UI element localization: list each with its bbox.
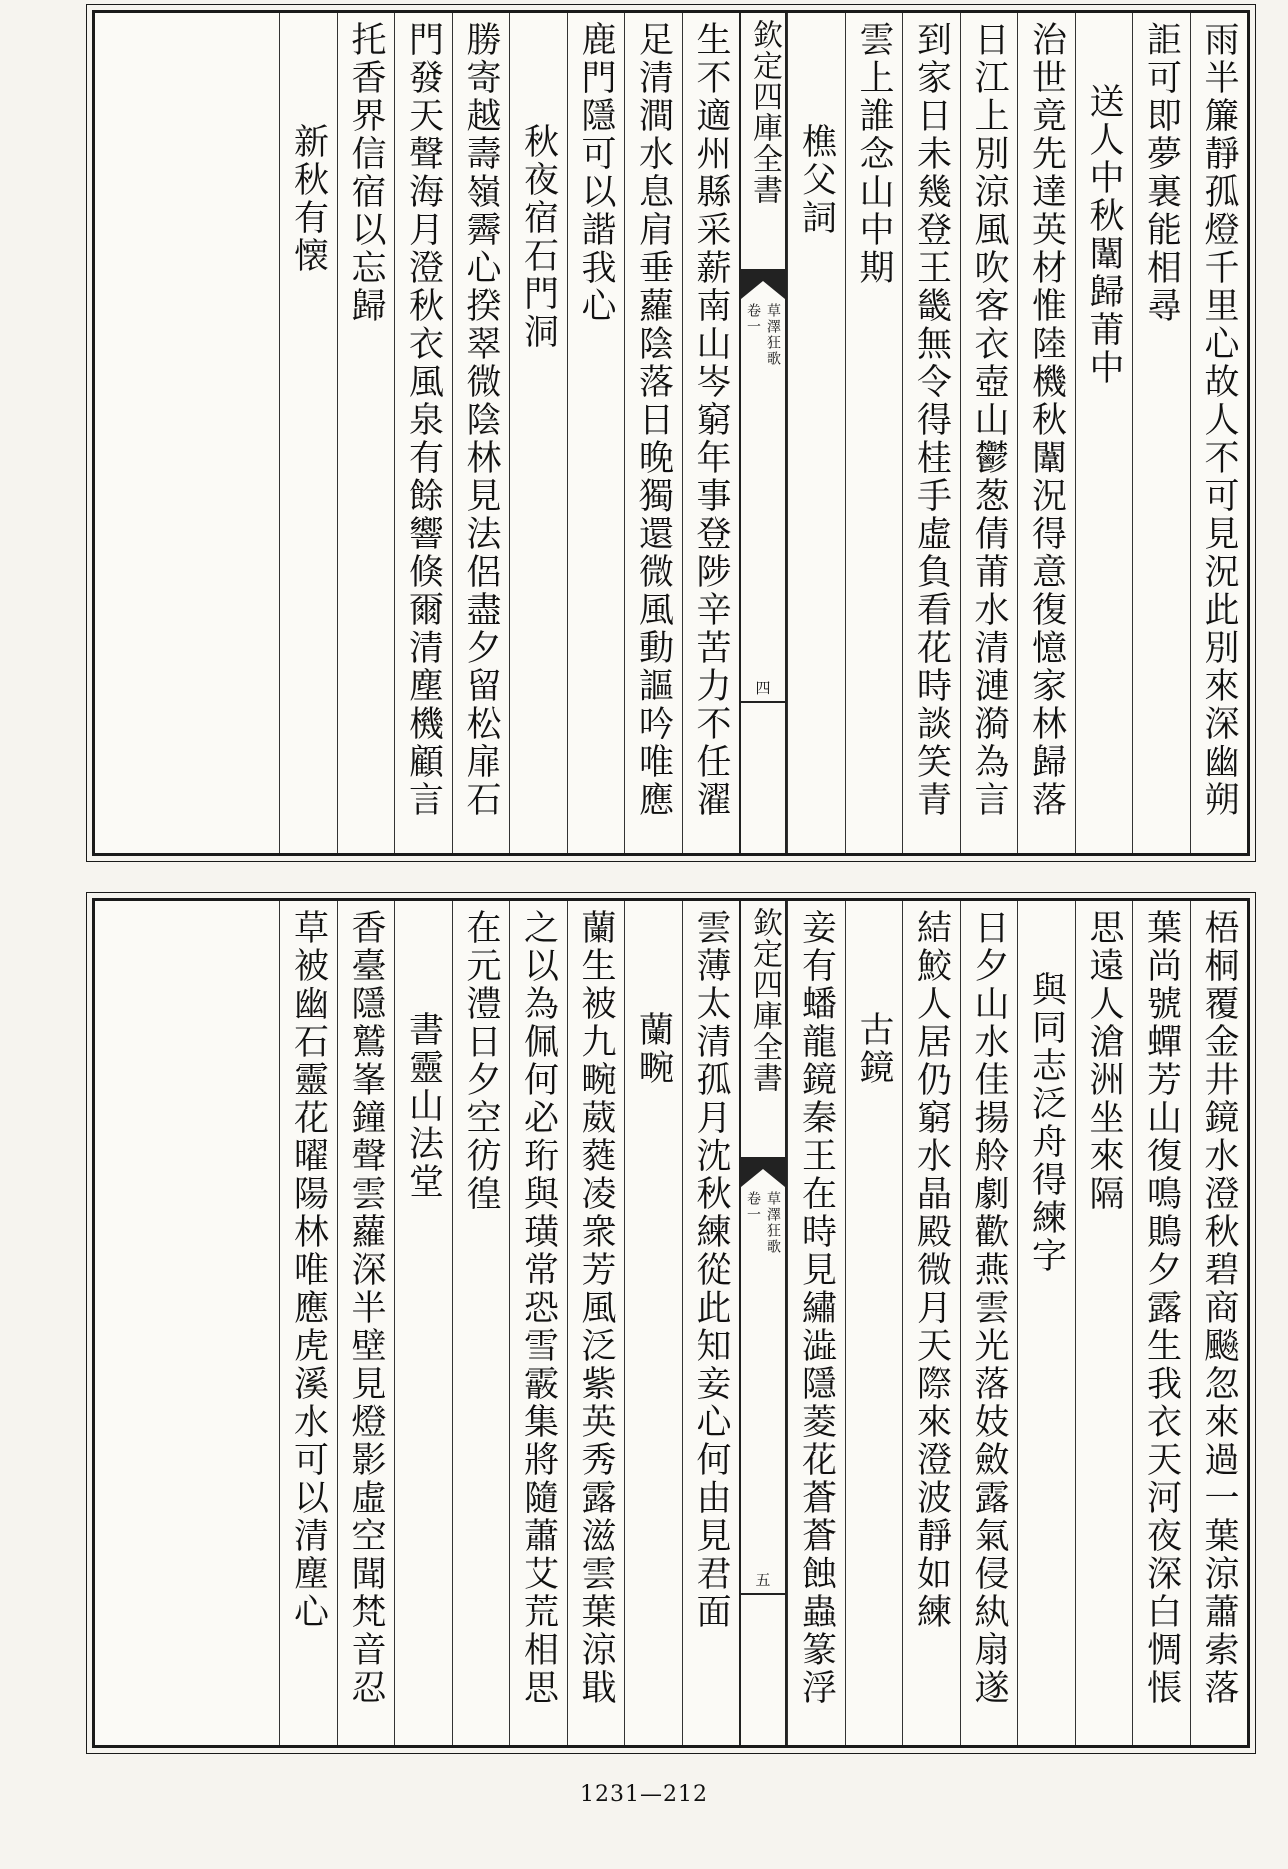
volume-label: 卷一 bbox=[745, 303, 761, 335]
text-column: 在元澧日夕空彷徨 bbox=[452, 901, 510, 1745]
poem-title: 新秋有懐 bbox=[279, 13, 337, 853]
text-column: 蘭生被九畹葳蕤凌衆芳風泛紫英秀露滋雲葉涼戢 bbox=[567, 901, 625, 1745]
text-column: 香臺隱鷲峯鐘聲雲蘿深半壁見燈影虛空聞梵音忍 bbox=[337, 901, 395, 1745]
text-column: 托香界信宿以忘歸 bbox=[337, 13, 395, 853]
upper-page-block bbox=[92, 10, 1250, 856]
fishtail-ornament bbox=[741, 269, 785, 303]
text-column: 門發天聲海月澄秋衣風泉有餘響倏爾清塵機顧言 bbox=[394, 13, 452, 853]
poem-title: 秋夜宿石門洞 bbox=[509, 13, 567, 853]
text-column: 日夕山水佳揚舲劇歡燕雲光落妓斂露氣侵紈扇遂 bbox=[960, 901, 1018, 1745]
poem-title: 蘭畹 bbox=[624, 901, 682, 1745]
upper-columns bbox=[95, 13, 1247, 853]
text-column: 日江上別涼風吹客衣壺山鬱葱倩莆水清漣漪為言 bbox=[960, 13, 1018, 853]
text-column: 治世竟先達英材惟陸機秋闈況得意復憶家林歸落 bbox=[1017, 13, 1075, 853]
poem-title: 樵父詞 bbox=[787, 13, 845, 853]
sub-title: 草澤狂歌 bbox=[765, 303, 781, 367]
gutter-subheading bbox=[744, 303, 782, 367]
text-column: 足清澗水息肩垂蘿陰落日晚獨還微風動謳吟唯應 bbox=[624, 13, 682, 853]
gutter-rule bbox=[741, 1593, 785, 1595]
text-column: 雲薄太清孤月沈秋練從此知妾心何由見君面 bbox=[682, 901, 740, 1745]
poem-title: 與同志泛舟得練字 bbox=[1017, 901, 1075, 1745]
text-column: 雨半簾靜孤燈千里心故人不可見況此別來深幽朔 bbox=[1190, 13, 1248, 853]
text-column: 思遠人滄洲坐來隔 bbox=[1075, 901, 1133, 1745]
center-gutter bbox=[739, 13, 787, 853]
text-column: 草被幽石靈花曜陽林唯應虎溪水可以清塵心 bbox=[279, 901, 337, 1745]
poem-title: 送人中秋闈歸莆中 bbox=[1075, 13, 1133, 853]
text-column: 之以為佩何必珩與璜常恐雪霰集將隨蕭艾荒相思 bbox=[509, 901, 567, 1745]
folio-number: 1231—212 bbox=[580, 1782, 708, 1807]
text-column: 梧桐覆金井鏡水澄秋碧商飈忽來過一葉涼蕭索落 bbox=[1190, 901, 1248, 1745]
gutter-rule bbox=[741, 701, 785, 703]
book-title: 欽定四庫全書 bbox=[747, 907, 782, 1093]
sub-title: 草澤狂歌 bbox=[765, 1191, 781, 1255]
lower-columns bbox=[95, 901, 1247, 1745]
text-column: 妾有蟠龍鏡秦王在時見繡澁隱菱花蒼蒼蝕蟲篆浮 bbox=[787, 901, 845, 1745]
text-column: 生不適州縣采薪南山岑窮年事登陟辛苦力不任濯 bbox=[682, 13, 740, 853]
page-number: 五 bbox=[755, 1571, 771, 1589]
text-column: 葉尚號蟬芳山復鳴鵙夕露生我衣天河夜深白惆悵 bbox=[1132, 901, 1190, 1745]
center-gutter bbox=[739, 901, 787, 1745]
poem-title: 古鏡 bbox=[845, 901, 903, 1745]
text-column: 鹿門隱可以諧我心 bbox=[567, 13, 625, 853]
text-column: 到家日未幾登王畿無令得桂手虛負看花時談笑青 bbox=[902, 13, 960, 853]
text-column: 詎可即夢裏能相尋 bbox=[1132, 13, 1190, 853]
poem-title: 書靈山法堂 bbox=[394, 901, 452, 1745]
text-column: 雲上誰念山中期 bbox=[845, 13, 903, 853]
lower-page-block bbox=[92, 898, 1250, 1748]
gutter-subheading bbox=[744, 1191, 782, 1255]
text-column: 結鮫人居仍窮水晶殿微月天際來澄波靜如練 bbox=[902, 901, 960, 1745]
page-number: 四 bbox=[755, 679, 771, 697]
volume-label: 卷一 bbox=[745, 1191, 761, 1223]
book-title: 欽定四庫全書 bbox=[747, 19, 782, 205]
text-column: 勝寄越壽嶺霽心揆翠微陰林見法侶盡夕留松扉石 bbox=[452, 13, 510, 853]
fishtail-ornament bbox=[741, 1157, 785, 1191]
